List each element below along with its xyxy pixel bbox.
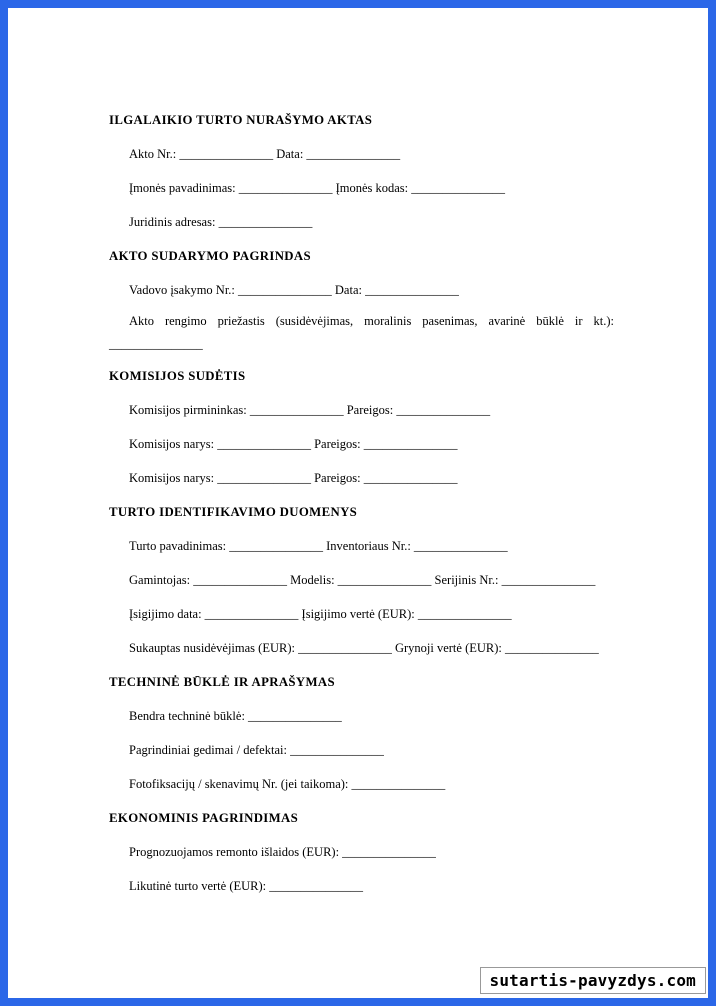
commission-chair-line: Komisijos pirmininkas: _______________ Pareigos: _______________ xyxy=(129,403,491,417)
asset-name-inventory-line: Turto pavadinimas: _______________ Inventoriaus Nr.: _______________ xyxy=(129,539,508,553)
manufacturer-model-serial-line: Gamintojas: _______________ Modelis: _______________ Serijinis Nr.: _______________ xyxy=(129,573,596,587)
commission-member-line: Komisijos narys: _______________ Pareigos: _______________ xyxy=(129,437,458,451)
reason-blank: _______________ xyxy=(109,337,203,351)
company-name-code-line: Įmonės pavadinimas: _______________ Įmonės kodas: _______________ xyxy=(129,181,506,195)
section-heading-basis: AKTO SUDARYMO PAGRINDAS xyxy=(109,249,311,263)
section-heading-economic: EKONOMINIS PAGRINDIMAS xyxy=(109,811,299,825)
order-number-date-line: Vadovo įsakymo Nr.: _______________ Data: _______________ xyxy=(129,283,459,297)
depreciation-net-value-line: Sukauptas nusidėvėjimas (EUR): _______________ Grynoji vertė (EUR): _______________ xyxy=(129,641,599,655)
watermark-label: sutartis-pavyzdys.com xyxy=(480,967,707,994)
photo-scan-number-line: Fotofiksacijų / skenavimų Nr. (jei taikoma): _______________ xyxy=(129,777,446,791)
repair-costs-line: Prognozuojamos remonto išlaidos (EUR): _______________ xyxy=(129,845,436,859)
technical-condition-line: Bendra techninė būklė: _______________ xyxy=(129,709,342,723)
commission-member-line: Komisijos narys: _______________ Pareigos: _______________ xyxy=(129,471,458,485)
act-number-date-line: Akto Nr.: _______________ Data: _______________ xyxy=(129,147,401,161)
document-page xyxy=(8,8,708,998)
document-content xyxy=(109,111,614,895)
reason-text: Akto rengimo priežastis (susidėvėjimas, moralinis pasenimas, avarinė būklė ir kt.): xyxy=(129,314,614,328)
section-heading-identification: TURTO IDENTIFIKAVIMO DUOMENYS xyxy=(109,505,358,519)
section-heading-technical: TECHNINĖ BŪKLĖ IR APRAŠYMAS xyxy=(109,675,335,689)
acquisition-date-value-line: Įsigijimo data: _______________ Įsigijimo vertė (EUR): _______________ xyxy=(129,607,512,621)
legal-address-line: Juridinis adresas: _______________ xyxy=(129,215,313,229)
residual-value-line: Likutinė turto vertė (EUR): _______________ xyxy=(129,879,363,893)
document-title: ILGALAIKIO TURTO NURAŠYMO AKTAS xyxy=(109,113,373,127)
section-heading-commission: KOMISIJOS SUDĖTIS xyxy=(109,369,246,383)
defects-line: Pagrindiniai gedimai / defektai: _______________ xyxy=(129,743,384,757)
